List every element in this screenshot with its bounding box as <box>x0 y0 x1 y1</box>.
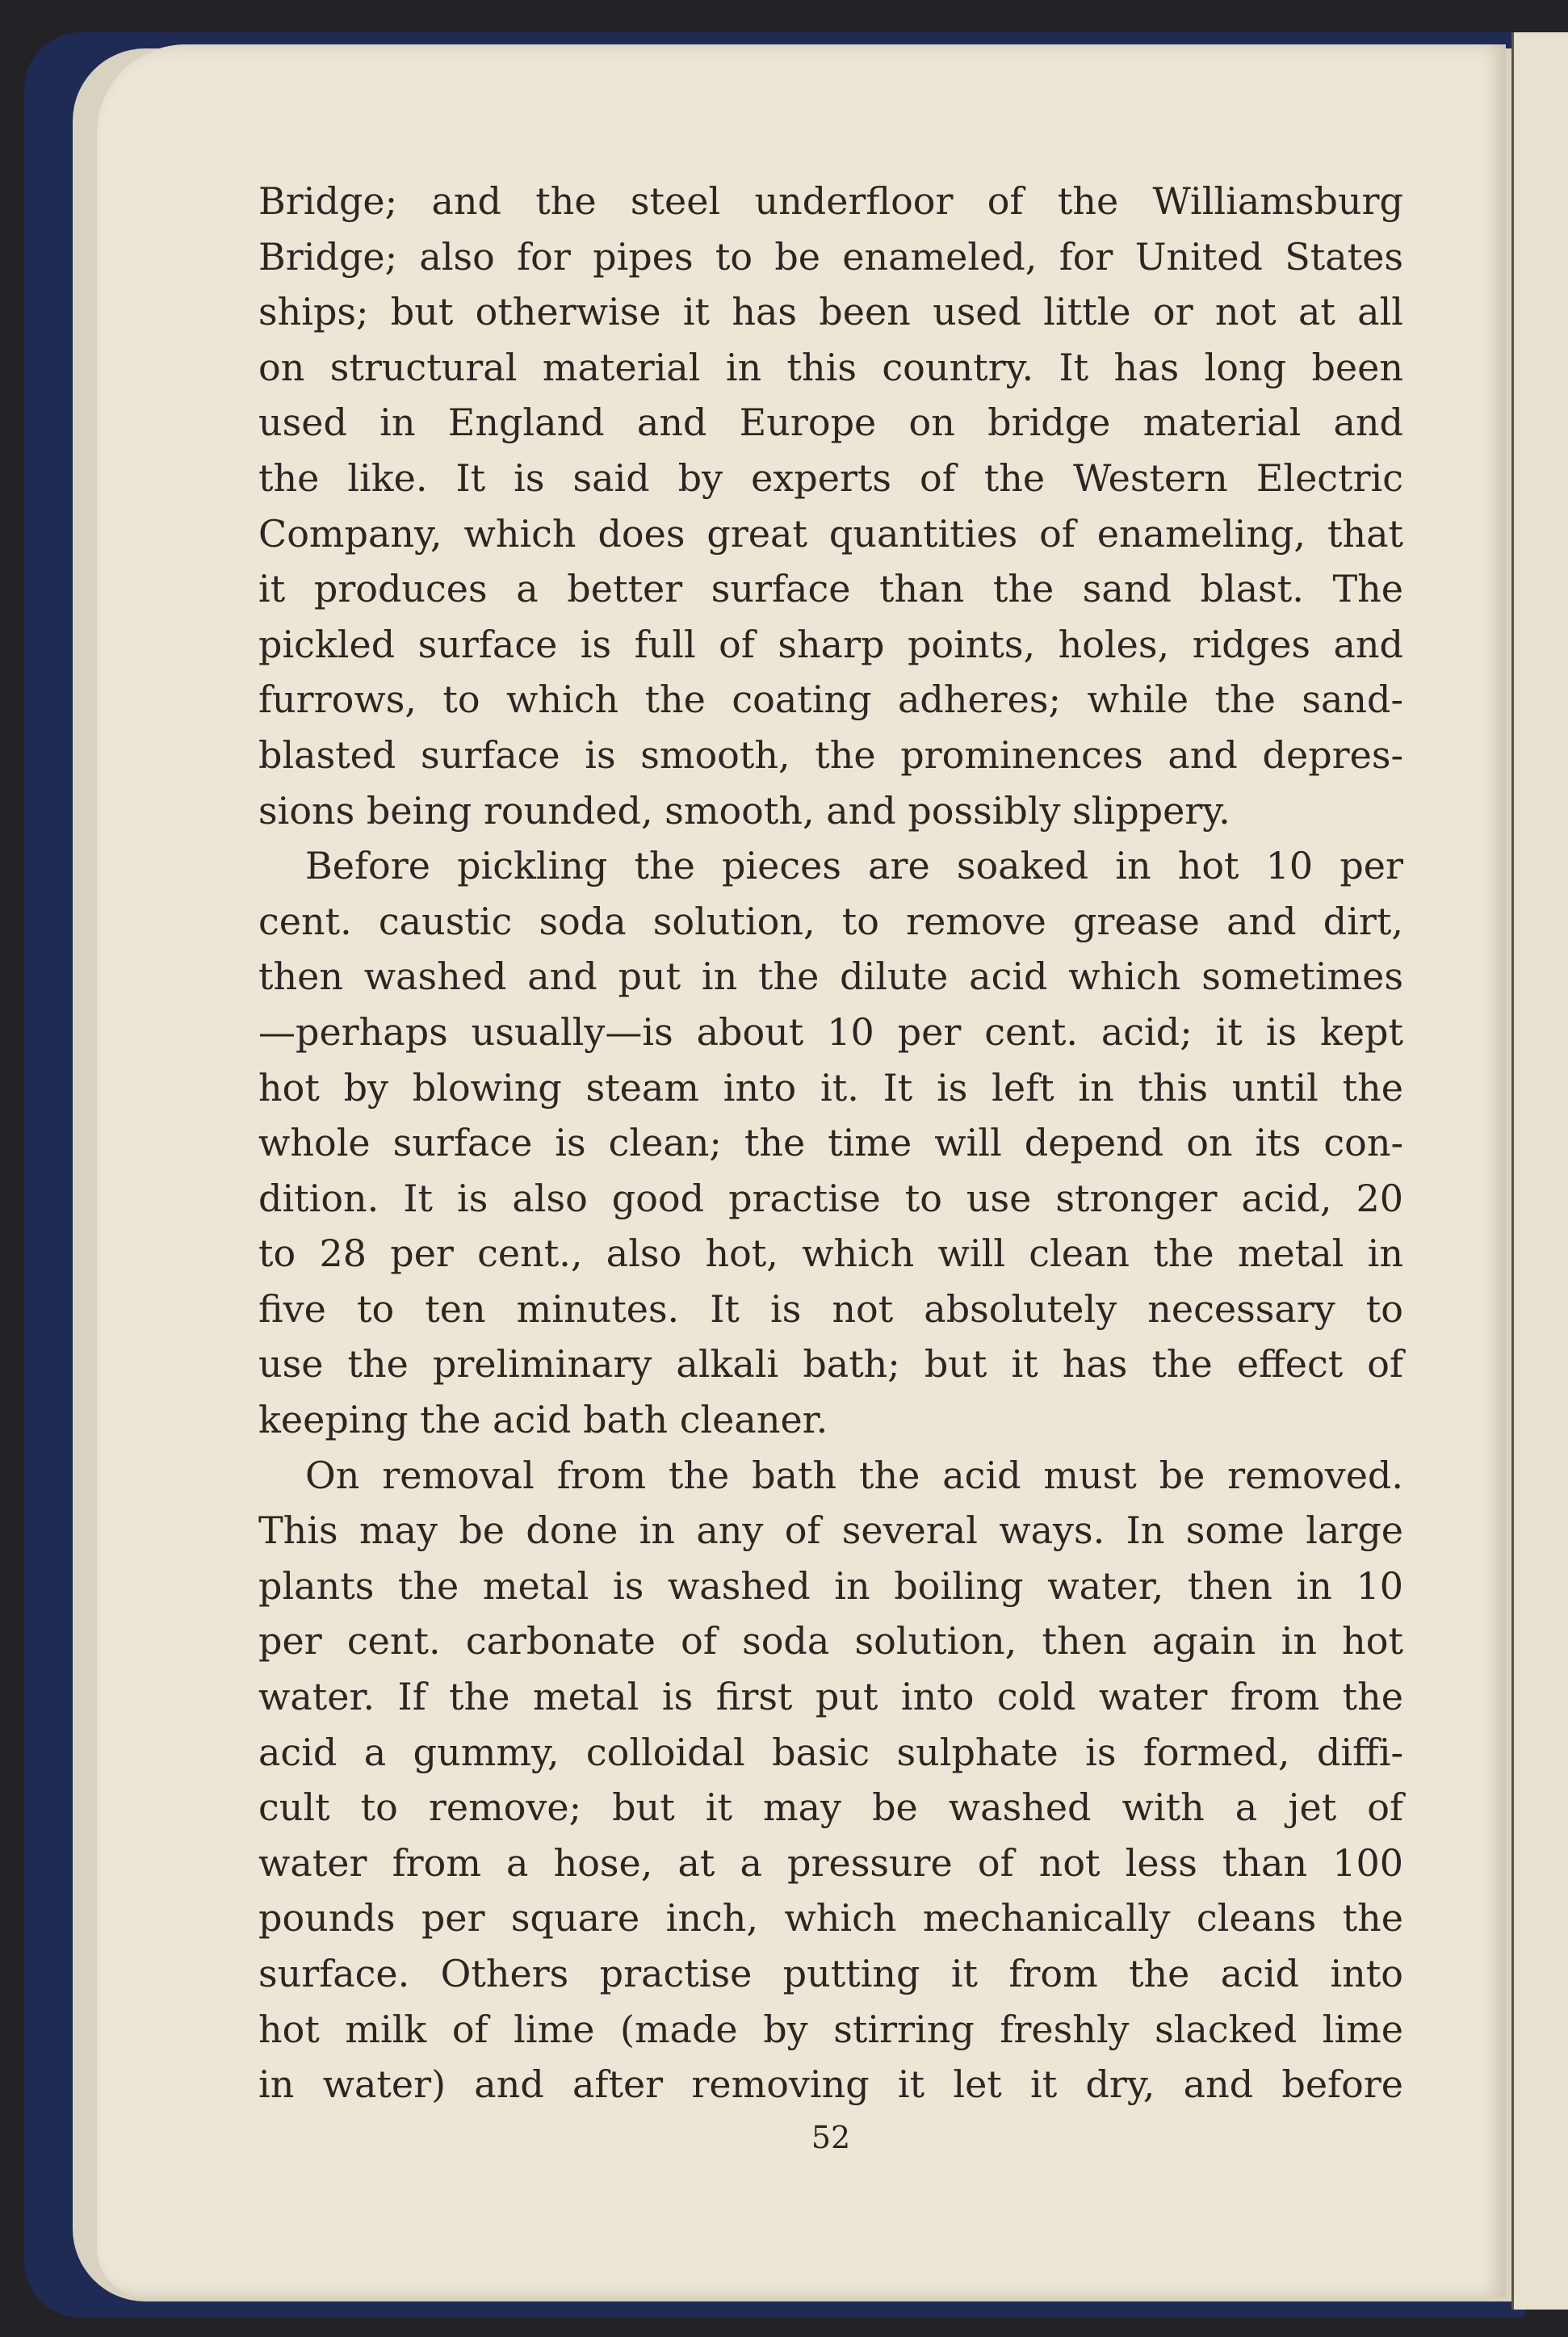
text-line: whole surface is clean; the time will depend on its con- <box>258 1121 1403 1165</box>
text-line: used in England and Europe on bridge material and <box>258 401 1403 445</box>
text-line: acid a gummy, colloidal basic sulphate is formed, diffi- <box>258 1730 1403 1774</box>
text-line: hot milk of lime (made by stirring freshly slacked lime <box>258 2007 1403 2051</box>
text-line: cent. caustic soda solution, to remove grease and dirt, <box>258 899 1403 943</box>
text-line: five to ten minutes. It is not absolutely necessary to <box>258 1286 1403 1331</box>
text-line: pickled surface is full of sharp points, holes, ridges and <box>258 622 1403 666</box>
text-line: dition. It is also good practise to use stronger acid, 20 <box>258 1176 1403 1220</box>
text-line: hot by blowing steam into it. It is left in this until the <box>258 1065 1403 1110</box>
text-line: Bridge; and the steel underfloor of the Williamsburg <box>258 179 1403 223</box>
text-line: Bridge; also for pipes to be enameled, for United States <box>258 234 1403 279</box>
page-footer <box>258 0 1403 2337</box>
text-line: keeping the acid bath cleaner. <box>258 1398 828 1442</box>
text-line: Company, which does great quantities of enameling, that <box>258 511 1403 556</box>
text-line: use the preliminary alkali bath; but it has the effect of <box>258 1342 1403 1387</box>
text-line: water. If the metal is first put into cold water from the <box>258 1675 1403 1719</box>
text-line: ships; but otherwise it has been used little or not at all <box>258 290 1403 334</box>
text-line: surface. Others practise putting it from the acid into <box>258 1952 1403 1995</box>
text-line: water from a hose, at a pressure of not less than 100 <box>258 1840 1403 1885</box>
text-line: plants the metal is washed in boiling water, then in 10 <box>258 1563 1403 1608</box>
text-line: pounds per square inch, which mechanically cleans the <box>258 1896 1403 1941</box>
text-line: sions being rounded, smooth, and possibly slippery. <box>258 788 1231 833</box>
text-line: Before pickling the pieces are soaked in hot 10 per <box>305 844 1403 888</box>
text-line: On removal from the bath the acid must be removed. <box>305 1453 1403 1497</box>
text-line: This may be done in any of several ways. In some large <box>258 1508 1403 1553</box>
page-number: 52 <box>811 2120 851 2155</box>
facing-page-edge <box>1511 32 1568 2310</box>
text-line: on structural material in this country. It has long been <box>258 345 1403 389</box>
text-line: in water) and after removing it let it dry, and before <box>258 2062 1403 2107</box>
text-line: furrows, to which the coating adheres; while the sand- <box>258 678 1403 722</box>
text-line: —perhaps usually—is about 10 per cent. acid; it is kept <box>258 1009 1403 1054</box>
text-line: to 28 per cent., also hot, which will clean the metal in <box>258 1231 1403 1276</box>
text-line: per cent. carbonate of soda solution, then again in hot <box>258 1619 1403 1664</box>
text-line: cult to remove; but it may be washed with a jet of <box>258 1785 1403 1830</box>
text-line: then washed and put in the dilute acid which sometimes <box>258 955 1403 999</box>
text-line: it produces a better surface than the sand blast. The <box>258 567 1403 611</box>
text-line: blasted surface is smooth, the prominences and depres- <box>258 732 1403 777</box>
text-line: the like. It is said by experts of the Western Electric <box>258 455 1403 500</box>
